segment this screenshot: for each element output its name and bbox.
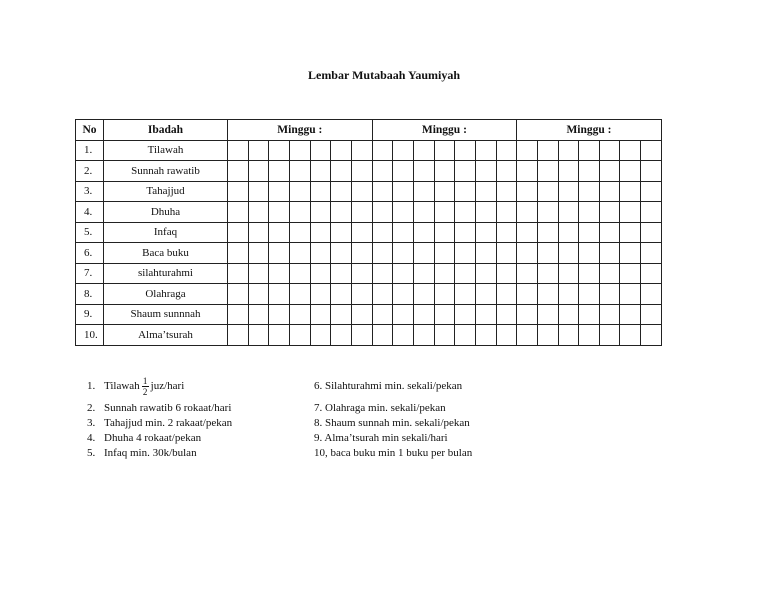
- day-check-cell[interactable]: [579, 304, 600, 325]
- row-number: 3.: [76, 181, 104, 202]
- day-check-cell[interactable]: [620, 263, 641, 284]
- day-check-cell[interactable]: [475, 325, 496, 346]
- day-check-cell[interactable]: [413, 263, 434, 284]
- day-check-cell[interactable]: [496, 202, 517, 223]
- row-ibadah: Tilawah: [104, 140, 228, 161]
- day-check-cell[interactable]: [517, 243, 538, 264]
- day-check-cell[interactable]: [455, 284, 476, 305]
- header-no: No: [76, 120, 104, 141]
- day-check-cell[interactable]: [269, 243, 290, 264]
- row-number: 2.: [76, 161, 104, 182]
- day-check-cell[interactable]: [620, 140, 641, 161]
- day-check-cell[interactable]: [248, 304, 269, 325]
- note-item: [314, 431, 472, 446]
- day-check-cell[interactable]: [558, 304, 579, 325]
- table-row: [76, 243, 662, 264]
- day-check-cell[interactable]: [517, 284, 538, 305]
- day-check-cell[interactable]: [310, 161, 331, 182]
- day-check-cell[interactable]: [434, 263, 455, 284]
- note-item: [87, 431, 232, 446]
- day-check-cell[interactable]: [475, 243, 496, 264]
- day-check-cell[interactable]: [496, 222, 517, 243]
- day-check-cell[interactable]: [558, 284, 579, 305]
- day-check-cell[interactable]: [558, 202, 579, 223]
- note-item: [314, 371, 472, 401]
- day-check-cell[interactable]: [434, 140, 455, 161]
- day-check-cell[interactable]: [496, 140, 517, 161]
- table-row: [76, 222, 662, 243]
- table-row: [76, 325, 662, 346]
- row-number: 7.: [76, 263, 104, 284]
- day-check-cell[interactable]: [269, 161, 290, 182]
- note-text: 8. Shaum sunnah min. sekali/pekan: [314, 417, 470, 429]
- day-check-cell[interactable]: [558, 140, 579, 161]
- day-check-cell[interactable]: [289, 304, 310, 325]
- row-number: 5.: [76, 222, 104, 243]
- day-check-cell[interactable]: [475, 263, 496, 284]
- notes-right: [314, 371, 472, 461]
- day-check-cell[interactable]: [413, 304, 434, 325]
- note-text: Infaq min. 30k/bulan: [104, 447, 197, 459]
- day-check-cell[interactable]: [517, 140, 538, 161]
- table-row: [76, 304, 662, 325]
- table-row: [76, 284, 662, 305]
- day-check-cell[interactable]: [641, 263, 662, 284]
- day-check-cell[interactable]: [228, 222, 249, 243]
- day-check-cell[interactable]: [641, 222, 662, 243]
- day-check-cell[interactable]: [599, 161, 620, 182]
- day-check-cell[interactable]: [537, 202, 558, 223]
- day-check-cell[interactable]: [641, 202, 662, 223]
- day-check-cell[interactable]: [599, 222, 620, 243]
- day-check-cell[interactable]: [537, 243, 558, 264]
- table-row: [76, 181, 662, 202]
- day-check-cell[interactable]: [537, 325, 558, 346]
- day-check-cell[interactable]: [517, 263, 538, 284]
- day-check-cell[interactable]: [351, 263, 372, 284]
- day-check-cell[interactable]: [289, 181, 310, 202]
- day-check-cell[interactable]: [289, 161, 310, 182]
- day-check-cell[interactable]: [599, 202, 620, 223]
- day-check-cell[interactable]: [228, 243, 249, 264]
- day-check-cell[interactable]: [579, 161, 600, 182]
- day-check-cell[interactable]: [599, 140, 620, 161]
- day-check-cell[interactable]: [475, 161, 496, 182]
- day-check-cell[interactable]: [579, 140, 600, 161]
- day-check-cell[interactable]: [393, 222, 414, 243]
- day-check-cell[interactable]: [331, 325, 352, 346]
- day-check-cell[interactable]: [537, 304, 558, 325]
- day-check-cell[interactable]: [228, 263, 249, 284]
- note-text: 7. Olahraga min. sekali/pekan: [314, 402, 446, 414]
- day-check-cell[interactable]: [289, 140, 310, 161]
- day-check-cell[interactable]: [393, 325, 414, 346]
- day-check-cell[interactable]: [434, 181, 455, 202]
- day-check-cell[interactable]: [475, 181, 496, 202]
- row-ibadah: Infaq: [104, 222, 228, 243]
- day-check-cell[interactable]: [579, 181, 600, 202]
- day-check-cell[interactable]: [393, 202, 414, 223]
- header-ibadah: Ibadah: [104, 120, 228, 141]
- day-check-cell[interactable]: [372, 304, 393, 325]
- day-check-cell[interactable]: [351, 161, 372, 182]
- day-check-cell[interactable]: [351, 325, 372, 346]
- day-check-cell[interactable]: [228, 140, 249, 161]
- table-row: [76, 161, 662, 182]
- day-check-cell[interactable]: [310, 202, 331, 223]
- day-check-cell[interactable]: [620, 304, 641, 325]
- day-check-cell[interactable]: [517, 304, 538, 325]
- day-check-cell[interactable]: [641, 243, 662, 264]
- day-check-cell[interactable]: [310, 181, 331, 202]
- day-check-cell[interactable]: [351, 140, 372, 161]
- day-check-cell[interactable]: [372, 263, 393, 284]
- day-check-cell[interactable]: [641, 304, 662, 325]
- day-check-cell[interactable]: [372, 181, 393, 202]
- day-check-cell[interactable]: [310, 325, 331, 346]
- day-check-cell[interactable]: [351, 284, 372, 305]
- day-check-cell[interactable]: [310, 243, 331, 264]
- row-number: 4.: [76, 202, 104, 223]
- day-check-cell[interactable]: [599, 243, 620, 264]
- row-ibadah: Tahajjud: [104, 181, 228, 202]
- day-check-cell[interactable]: [351, 181, 372, 202]
- day-check-cell[interactable]: [579, 222, 600, 243]
- note-text: Dhuha 4 rokaat/pekan: [104, 432, 202, 444]
- day-check-cell[interactable]: [558, 263, 579, 284]
- header-week-3: Minggu :: [517, 120, 662, 141]
- day-check-cell[interactable]: [537, 284, 558, 305]
- day-check-cell[interactable]: [620, 284, 641, 305]
- day-check-cell[interactable]: [475, 222, 496, 243]
- day-check-cell[interactable]: [455, 325, 476, 346]
- day-check-cell[interactable]: [351, 304, 372, 325]
- header-week-2: Minggu :: [372, 120, 517, 141]
- day-check-cell[interactable]: [620, 161, 641, 182]
- day-check-cell[interactable]: [413, 161, 434, 182]
- day-check-cell[interactable]: [269, 284, 290, 305]
- day-check-cell[interactable]: [393, 304, 414, 325]
- day-check-cell[interactable]: [496, 243, 517, 264]
- day-check-cell[interactable]: [228, 304, 249, 325]
- day-check-cell[interactable]: [269, 263, 290, 284]
- day-check-cell[interactable]: [475, 140, 496, 161]
- day-check-cell[interactable]: [269, 304, 290, 325]
- fraction-numerator: 1: [142, 375, 148, 386]
- day-check-cell[interactable]: [620, 325, 641, 346]
- day-check-cell[interactable]: [289, 243, 310, 264]
- day-check-cell[interactable]: [537, 222, 558, 243]
- day-check-cell[interactable]: [248, 181, 269, 202]
- day-check-cell[interactable]: [413, 222, 434, 243]
- day-check-cell[interactable]: [393, 161, 414, 182]
- day-check-cell[interactable]: [248, 140, 269, 161]
- day-check-cell[interactable]: [455, 304, 476, 325]
- day-check-cell[interactable]: [434, 284, 455, 305]
- day-check-cell[interactable]: [413, 140, 434, 161]
- day-check-cell[interactable]: [455, 263, 476, 284]
- day-check-cell[interactable]: [351, 202, 372, 223]
- day-check-cell[interactable]: [455, 181, 476, 202]
- day-check-cell[interactable]: [289, 325, 310, 346]
- day-check-cell[interactable]: [599, 181, 620, 202]
- day-check-cell[interactable]: [641, 284, 662, 305]
- day-check-cell[interactable]: [269, 181, 290, 202]
- header-week-1: Minggu :: [228, 120, 373, 141]
- day-check-cell[interactable]: [641, 325, 662, 346]
- note-text-suffix: juz/hari: [150, 379, 185, 392]
- row-number: 6.: [76, 243, 104, 264]
- day-check-cell[interactable]: [248, 202, 269, 223]
- day-check-cell[interactable]: [331, 284, 352, 305]
- day-check-cell[interactable]: [248, 325, 269, 346]
- note-index: 4.: [87, 432, 96, 444]
- note-text: Tahajjud min. 2 rakaat/pekan: [104, 417, 233, 429]
- day-check-cell[interactable]: [579, 202, 600, 223]
- day-check-cell[interactable]: [496, 161, 517, 182]
- day-check-cell[interactable]: [248, 284, 269, 305]
- day-check-cell[interactable]: [331, 202, 352, 223]
- day-check-cell[interactable]: [310, 140, 331, 161]
- day-check-cell[interactable]: [599, 284, 620, 305]
- day-check-cell[interactable]: [228, 181, 249, 202]
- table-row: [76, 263, 662, 284]
- day-check-cell[interactable]: [434, 325, 455, 346]
- note-item: [87, 371, 232, 401]
- day-check-cell[interactable]: [641, 140, 662, 161]
- day-check-cell[interactable]: [393, 243, 414, 264]
- note-text: Tilawah: [104, 379, 140, 392]
- day-check-cell[interactable]: [496, 304, 517, 325]
- day-check-cell[interactable]: [372, 202, 393, 223]
- day-check-cell[interactable]: [517, 161, 538, 182]
- day-check-cell[interactable]: [579, 243, 600, 264]
- fraction: [142, 376, 149, 397]
- note-text: Sunnah rawatib 6 rokaat/hari: [104, 402, 232, 414]
- row-ibadah: Baca buku: [104, 243, 228, 264]
- day-check-cell[interactable]: [558, 243, 579, 264]
- day-check-cell[interactable]: [413, 284, 434, 305]
- table-header-row: [76, 120, 662, 141]
- day-check-cell[interactable]: [641, 181, 662, 202]
- day-check-cell[interactable]: [372, 140, 393, 161]
- day-check-cell[interactable]: [599, 304, 620, 325]
- day-check-cell[interactable]: [599, 263, 620, 284]
- row-ibadah: Shaum sunnnah: [104, 304, 228, 325]
- day-check-cell[interactable]: [393, 181, 414, 202]
- day-check-cell[interactable]: [599, 325, 620, 346]
- note-index: 2.: [87, 402, 96, 414]
- day-check-cell[interactable]: [413, 325, 434, 346]
- day-check-cell[interactable]: [331, 161, 352, 182]
- note-item: [87, 446, 232, 461]
- note-item: [87, 416, 232, 431]
- day-check-cell[interactable]: [248, 222, 269, 243]
- day-check-cell[interactable]: [537, 181, 558, 202]
- day-check-cell[interactable]: [269, 325, 290, 346]
- day-check-cell[interactable]: [620, 181, 641, 202]
- day-check-cell[interactable]: [496, 181, 517, 202]
- day-check-cell[interactable]: [393, 284, 414, 305]
- day-check-cell[interactable]: [393, 140, 414, 161]
- day-check-cell[interactable]: [289, 222, 310, 243]
- note-index: 3.: [87, 417, 96, 429]
- day-check-cell[interactable]: [310, 304, 331, 325]
- table-row: [76, 202, 662, 223]
- day-check-cell[interactable]: [351, 243, 372, 264]
- day-check-cell[interactable]: [517, 181, 538, 202]
- note-index: 5.: [87, 447, 96, 459]
- day-check-cell[interactable]: [310, 263, 331, 284]
- table-row: [76, 140, 662, 161]
- day-check-cell[interactable]: [331, 243, 352, 264]
- day-check-cell[interactable]: [372, 243, 393, 264]
- day-check-cell[interactable]: [517, 325, 538, 346]
- mutabaah-table: [75, 119, 662, 346]
- page-title: Lembar Mutabaah Yaumiyah: [307, 68, 461, 82]
- day-check-cell[interactable]: [269, 222, 290, 243]
- day-check-cell[interactable]: [558, 325, 579, 346]
- day-check-cell[interactable]: [331, 181, 352, 202]
- day-check-cell[interactable]: [248, 161, 269, 182]
- day-check-cell[interactable]: [579, 284, 600, 305]
- note-item: [314, 446, 472, 461]
- day-check-cell[interactable]: [413, 243, 434, 264]
- day-check-cell[interactable]: [269, 140, 290, 161]
- note-item: [87, 401, 232, 416]
- row-ibadah: silahturahmi: [104, 263, 228, 284]
- day-check-cell[interactable]: [289, 202, 310, 223]
- day-check-cell[interactable]: [496, 325, 517, 346]
- day-check-cell[interactable]: [475, 202, 496, 223]
- day-check-cell[interactable]: [228, 284, 249, 305]
- day-check-cell[interactable]: [248, 243, 269, 264]
- row-number: 1.: [76, 140, 104, 161]
- day-check-cell[interactable]: [434, 222, 455, 243]
- row-ibadah: Olahraga: [104, 284, 228, 305]
- day-check-cell[interactable]: [475, 284, 496, 305]
- day-check-cell[interactable]: [558, 222, 579, 243]
- fraction-denominator: 2: [142, 386, 148, 397]
- row-number: 9.: [76, 304, 104, 325]
- day-check-cell[interactable]: [496, 284, 517, 305]
- row-number: 8.: [76, 284, 104, 305]
- row-ibadah: Dhuha: [104, 202, 228, 223]
- day-check-cell[interactable]: [331, 263, 352, 284]
- day-check-cell[interactable]: [372, 284, 393, 305]
- day-check-cell[interactable]: [372, 161, 393, 182]
- day-check-cell[interactable]: [517, 222, 538, 243]
- day-check-cell[interactable]: [434, 161, 455, 182]
- day-check-cell[interactable]: [228, 161, 249, 182]
- day-check-cell[interactable]: [331, 140, 352, 161]
- day-check-cell[interactable]: [393, 263, 414, 284]
- day-check-cell[interactable]: [413, 181, 434, 202]
- day-check-cell[interactable]: [228, 325, 249, 346]
- day-check-cell[interactable]: [579, 325, 600, 346]
- day-check-cell[interactable]: [537, 140, 558, 161]
- row-ibadah: Alma’tsurah: [104, 325, 228, 346]
- day-check-cell[interactable]: [455, 222, 476, 243]
- day-check-cell[interactable]: [455, 161, 476, 182]
- notes-left: [87, 371, 232, 461]
- note-text: 10, baca buku min 1 buku per bulan: [314, 447, 473, 459]
- day-check-cell[interactable]: [228, 202, 249, 223]
- day-check-cell[interactable]: [455, 140, 476, 161]
- day-check-cell[interactable]: [289, 284, 310, 305]
- day-check-cell[interactable]: [558, 181, 579, 202]
- day-check-cell[interactable]: [620, 222, 641, 243]
- row-number: 10.: [76, 325, 104, 346]
- day-check-cell[interactable]: [310, 284, 331, 305]
- day-check-cell[interactable]: [641, 161, 662, 182]
- day-check-cell[interactable]: [517, 202, 538, 223]
- day-check-cell[interactable]: [579, 263, 600, 284]
- day-check-cell[interactable]: [537, 263, 558, 284]
- day-check-cell[interactable]: [475, 304, 496, 325]
- day-check-cell[interactable]: [289, 263, 310, 284]
- note-text: 9. Alma’tsurah min sekali/hari: [314, 432, 448, 444]
- day-check-cell[interactable]: [434, 304, 455, 325]
- note-item: [314, 401, 472, 416]
- day-check-cell[interactable]: [434, 202, 455, 223]
- note-text: 6. Silahturahmi min. sekali/pekan: [314, 379, 463, 392]
- day-check-cell[interactable]: [558, 161, 579, 182]
- day-check-cell[interactable]: [620, 243, 641, 264]
- day-check-cell[interactable]: [620, 202, 641, 223]
- day-check-cell[interactable]: [331, 222, 352, 243]
- day-check-cell[interactable]: [455, 202, 476, 223]
- note-index: 1.: [87, 379, 96, 392]
- day-check-cell[interactable]: [537, 161, 558, 182]
- day-check-cell[interactable]: [496, 263, 517, 284]
- row-ibadah: Sunnah rawatib: [104, 161, 228, 182]
- day-check-cell[interactable]: [269, 202, 290, 223]
- day-check-cell[interactable]: [434, 243, 455, 264]
- day-check-cell[interactable]: [248, 263, 269, 284]
- day-check-cell[interactable]: [413, 202, 434, 223]
- day-check-cell[interactable]: [331, 304, 352, 325]
- day-check-cell[interactable]: [351, 222, 372, 243]
- day-check-cell[interactable]: [310, 222, 331, 243]
- note-item: [314, 416, 472, 431]
- day-check-cell[interactable]: [372, 325, 393, 346]
- day-check-cell[interactable]: [455, 243, 476, 264]
- day-check-cell[interactable]: [372, 222, 393, 243]
